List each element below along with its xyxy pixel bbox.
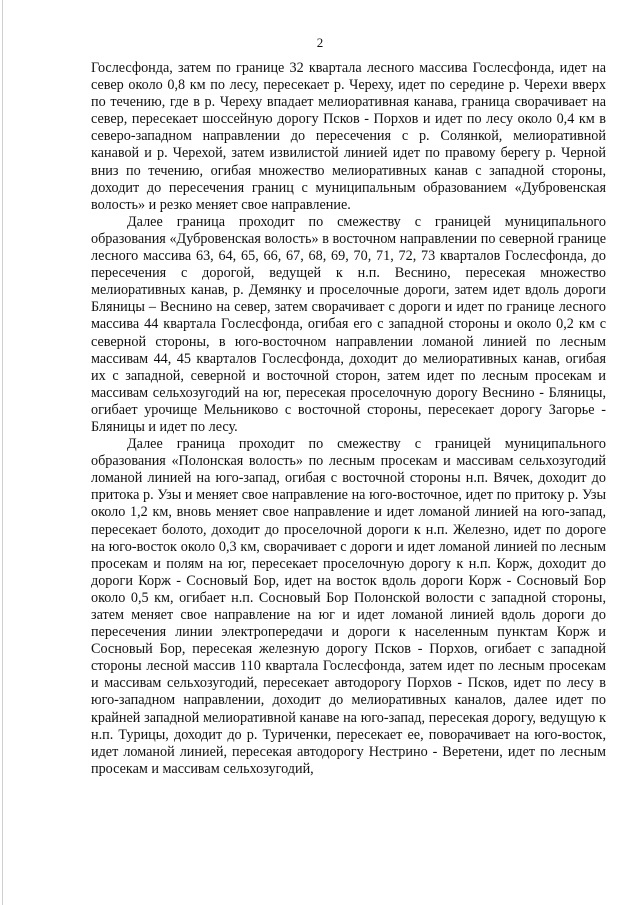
paragraph-3: Далее граница проходит по смежеству с границей муниципального образования «Полонская волость» по лесным просекам и массивам сельхозугодий ломаной линией на юго-запад, огибая с восточной стороны н.п. Вячек, доходит до притока р. Узы и меняет свое направление на юго-восточное, идет по притоку р. Узы около 1,2 км, вновь меняет свое направление и идет ломаной линией на юго-запад, пересекает болото, доходит до проселочной дороги к н.п. Железно, идет по дороге на юго-восток около 0,3 км, сворачивает с дороги и идет ломаной линией по лесным просекам и полям на юг, пересекает проселочную дорогу к н.п. Корж, доходит до дороги Корж - Сосновый Бор, идет на восток вдоль дороги Корж - Сосновый Бор около 0,5 км, огибает н.п. Сосновый Бор Полонской волости с западной стороны, затем меняет свое направление на юг и идет ломаной линией вдоль дороги до пересечения линии электропередачи и дороги к населенным пунктам Корж и Сосновый Бор, пересекая железную дорогу Псков - Порхов, огибает с западной стороны лесной массив 110 квартала Гослесфонда, затем идет по лесным просекам и массивам сельхозугодий, пересекает автодорогу Порхов - Псков, идет по лесу в юго-западном направлении, доходит до мелиоративных каналов, далее идет по крайней западной мелиоративной канаве на юго-запад, пересекая дорогу, ведущую к н.п. Турицы, доходит до р. Туриченки, пересекает ее, поворачивает на юго-восток, идет ломаной линией, пересекая автодорогу Нестрино - Веретени, идет по лесным просекам и массивам сельхозугодий, xyxy=(91,436,606,777)
page-number: 2 xyxy=(316,35,324,50)
body-text xyxy=(91,60,606,778)
paragraph-1: Гослесфонда, затем по границе 32 квартала лесного массива Гослесфонда, идет на север около 0,8 км по лесу, пересекает р. Череху, идет по середине р. Черехи вверх по течению, где в р. Череху впадает мелиоративная канава, граница сворачивает на север, пересекает шоссейную дорогу Псков - Порхов и идет по лесу около 0,4 км в северо-западном направлении до пересечения с р. Солянкой, мелиоративной канавой и р. Черехой, затем извилистой линией идет по правому берегу р. Черной вниз по течению, огибая множество мелиоративных канав с западной стороны, доходит до пересечения границ с муниципальным образованием «Дубровенская волость» и резко меняет свое направление. xyxy=(91,60,606,213)
scan-edge-line xyxy=(2,0,3,905)
paragraph-2: Далее граница проходит по смежеству с границей муниципального образования «Дубровенская волость» в восточном направлении по северной границе лесного массива 63, 64, 65, 66, 67, 68, 69, 70, 71, 72, 73 кварталов Гослесфонда, до пересечения с дорогой, ведущей к н.п. Веснино, пересекая множество мелиоративных канав, р. Демянку и проселочные дороги, затем идет вдоль дороги Бляницы – Веснино на север, затем сворачивает с дороги и идет по границе лесного массива 44 квартала Гослесфонда, огибая его с западной стороны и около 0,2 км с северной стороны, в юго-восточном направлении ломаной линией по лесным массивам 44, 45 кварталов Гослесфонда, доходит до мелиоративных канав, огибая их с западной, северной и восточной сторон, затем идет по лесным просекам и массивам сельхозугодий на юг, пересекая проселочную дорогу Веснино - Бляницы, огибает урочище Мельниково с восточной стороны, пересекает дорогу Загорье - Бляницы и идет по лесу. xyxy=(91,213,606,435)
